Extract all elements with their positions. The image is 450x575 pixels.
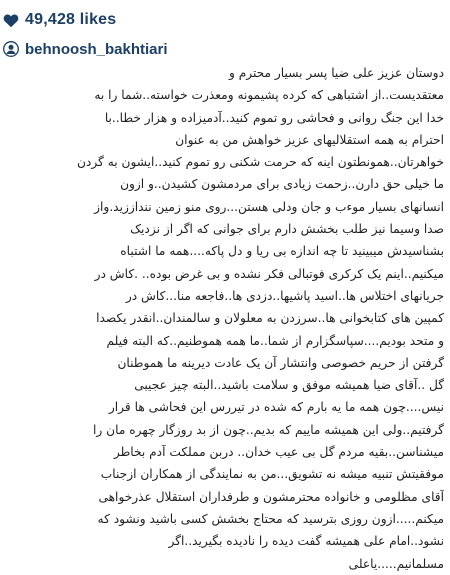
- caption-line: میکنیم..اینم یک کرکری فوتبالی فکر نشده و بی غرض بوده.. .کاش در: [94, 266, 444, 281]
- caption-line: انسانهای بسیار موءب و جان ودلی هستن...روی منو زمین ننداززید.واز: [94, 199, 444, 214]
- caption-line: خواهرتان..همونطتون اینه که حرمت شکنی رو تموم کنید..ایشون به گردن: [76, 155, 444, 170]
- caption-line: خدا این جنگ روانی و فحاشی رو تموم کنید..آدمیزاده و هزار خطا..با: [104, 110, 444, 125]
- caption-line: معتقدیست..از اشتباهی که کرده پشیمونه ومعذرت خواسته..شما را به: [94, 88, 444, 103]
- caption-line: ما خیلی حق دارن..زحمت زیادی برای مردمشون کشیدن..و ازون: [120, 177, 444, 192]
- caption-line: مسلمانیم.....یاعلی: [348, 556, 444, 571]
- username-link[interactable]: behnoosh_bakhtiari: [25, 40, 168, 58]
- heart-icon[interactable]: [3, 12, 19, 28]
- caption-line: نشود..امام علی همیشه گفت دیده را نادیده بگیرید..اگر: [168, 534, 444, 549]
- caption-line: دوستان عزیز علی ضیا پسر بسیار محترم و: [228, 66, 444, 80]
- caption-line: نیس....چون همه ما یه بارم که شده در تیررس این فحاشی ها قرار: [108, 400, 444, 415]
- caption-text: [14, 62, 444, 575]
- caption-line: احترام به همه استقلالیهای عزیز خواهش من به عنوان: [175, 132, 444, 147]
- caption-line: گرفتن از حریم خصوصی وانتشار آن یک عادت دیرینه ما هموطنان: [117, 355, 444, 370]
- caption-line: و متحد بودیم....سپاسگزارم از شما..ما همه هموطنیم..که البته فیلم: [106, 333, 444, 348]
- caption-line: میکنم.....ازون روزی بترسید که محتاج بخشش کسی باشید ونشود که: [97, 511, 444, 526]
- caption-line: آقای مظلومی و خانواده محترمشون و طرفداران استقلال عذرخواهی: [98, 489, 444, 504]
- caption-line: گرفتیم..ولی این همیشه ماییم که بدیم..چون از بد روزگار چهره مان را: [93, 422, 444, 437]
- caption-author-row[interactable]: [3, 38, 168, 60]
- caption-line: موفقیتش تنبیه میشه نه تشویق...من به نمایندگی از همکاران ازجناب: [100, 467, 444, 482]
- caption-line: صدا وسیما نیز طلب بخشش دارم برای جوانی که اگر از نزدیک: [130, 222, 444, 237]
- caption-line: بشناسیدش میبینید تا چه اندازه بی ریا و دل پاکه....همه ما اشتباه: [120, 244, 444, 259]
- caption-line: کمپین های کتابخوانی ها..سرزدن به معلولان و سالمندان..انقدر یکصدا: [96, 311, 444, 326]
- caption-line: گل ..آقای ضیا همیشه موفق و سلامت باشید..البته چیز عجیبی: [134, 378, 444, 393]
- user-icon: [3, 41, 19, 57]
- caption-line: میشناسن..بقیه مردم گل بی عیب خدان.. دربن مملکت آدم بخاطر: [113, 445, 444, 460]
- caption-line: جریانهای اختلاس ها..اسید پاشیها..دزدی ها..فاجعه منا...کاش در: [125, 288, 444, 303]
- likes-count[interactable]: 49,428 likes: [25, 11, 117, 28]
- likes-row[interactable]: [3, 8, 116, 32]
